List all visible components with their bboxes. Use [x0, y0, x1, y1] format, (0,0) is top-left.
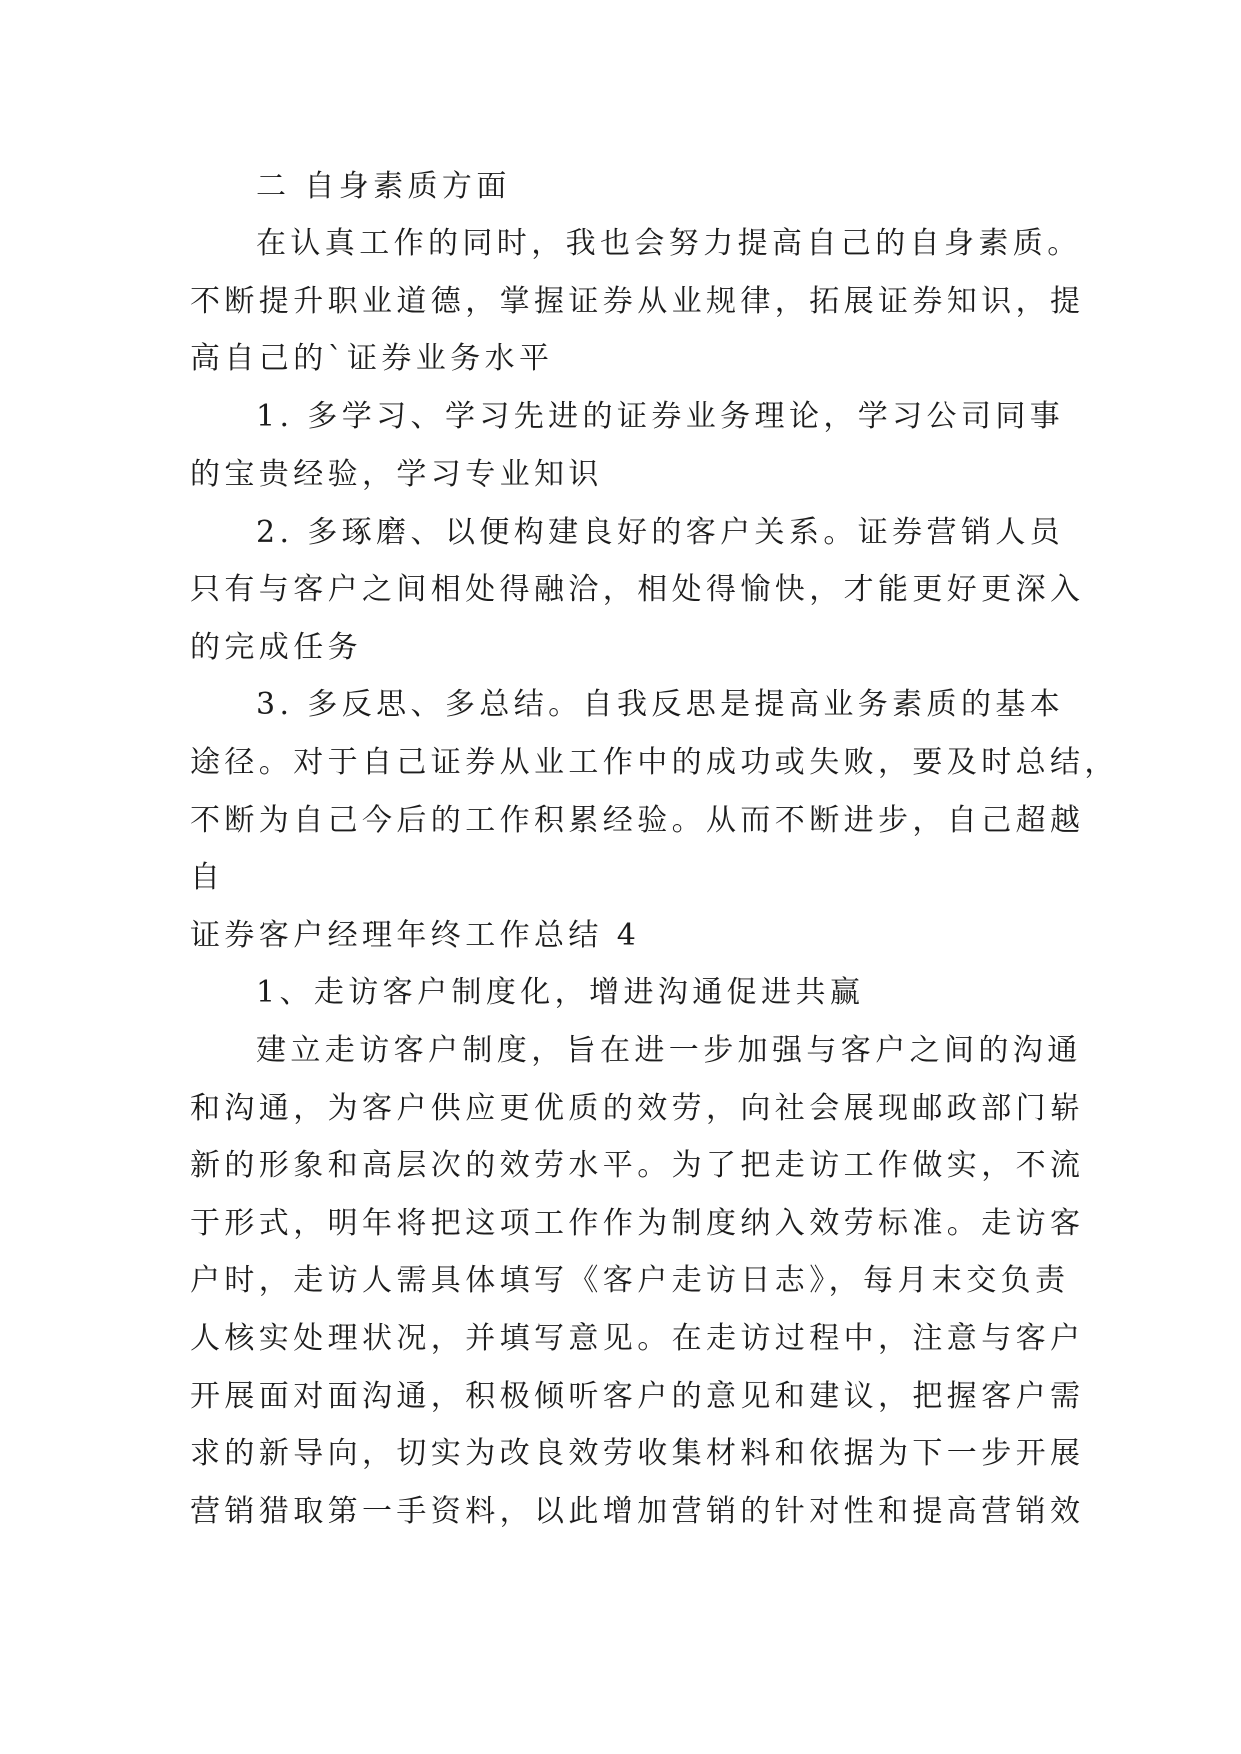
list-item-line: 只有与客户之间相处得融洽，相处得愉快，才能更好更深入: [190, 572, 1085, 607]
list-item-line: 的宝贵经验，学习专业知识: [190, 457, 603, 492]
paragraph-line: 于形式，明年将把这项工作作为制度纳入效劳标准。走访客: [190, 1206, 1085, 1241]
paragraph-line: 求的新导向，切实为改良效劳收集材料和依据为下一步开展: [190, 1436, 1085, 1471]
paragraph-line: 在认真工作的同时，我也会努力提高自己的自身素质。: [256, 226, 1082, 261]
list-item-line: 不断为自己今后的工作积累经验。从而不断进步，自己超越: [190, 803, 1085, 838]
paragraph-line: 营销猎取第一手资料，以此增加营销的针对性和提高营销效: [190, 1494, 1085, 1529]
list-item-line: 自: [190, 860, 225, 895]
list-item-line: 3. 多反思、多总结。自我反思是提高业务素质的基本: [256, 687, 1065, 722]
paragraph-line: 开展面对面沟通，积极倾听客户的意见和建议，把握客户需: [190, 1379, 1085, 1414]
paragraph-line: 不断提升职业道德，掌握证券从业规律，拓展证券知识，提: [190, 284, 1085, 319]
paragraph-line: 新的形象和高层次的效劳水平。为了把走访工作做实，不流: [190, 1148, 1085, 1183]
paragraph-line: 和沟通，为客户供应更优质的效劳，向社会展现邮政部门崭: [190, 1091, 1085, 1126]
paragraph-line: 人核实处理状况，并填写意见。在走访过程中，注意与客户: [190, 1321, 1085, 1356]
paragraph-line: 建立走访客户制度，旨在进一步加强与客户之间的沟通: [256, 1033, 1082, 1068]
paragraph-line: 高自己的`证券业务水平: [190, 341, 554, 376]
section-heading: 二 自身素质方面: [256, 169, 511, 204]
paragraph-line: 户时，走访人需具体填写《客户走访日志》，每月末交负责: [190, 1263, 1070, 1298]
list-item-line: 途径。对于自己证券从业工作中的成功或失败，要及时总结，: [190, 745, 1119, 780]
list-item-line: 1. 多学习、学习先进的证券业务理论，学习公司同事: [256, 399, 1065, 434]
document-title: 证券客户经理年终工作总结 4: [190, 918, 641, 953]
list-item-line: 2. 多琢磨、以便构建良好的客户关系。证券营销人员: [256, 515, 1065, 550]
subsection-heading: 1、走访客户制度化，增进沟通促进共赢: [256, 975, 865, 1010]
list-item-line: 的完成任务: [190, 630, 362, 665]
